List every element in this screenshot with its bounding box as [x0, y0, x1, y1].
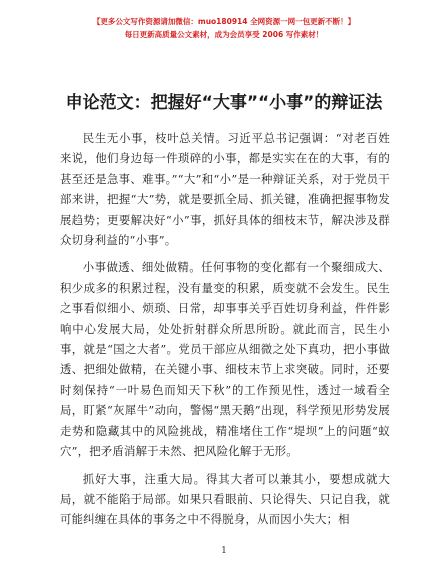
promo-banner-line2: 每日更新高质量公文素材，成为会员享受 2006 写作素材！ — [124, 30, 324, 39]
document-title: 申论范文：把握好“大事”“小事”的辩证法 — [65, 93, 383, 113]
page-number: 1 — [221, 546, 227, 556]
paragraph-1: 民生无小事，枝叶总关情。习近平总书记强调：“对老百姓来说，他们身边每一件琐碎的小事，都是实实在在的大事，有的甚至还是急事、难事。”“大”和“小”是一种辩证关系，对于党员干部来讲，把握“大”势，就是要抓全局、抓关键，准确把握事物发展趋势；更要解决好“小”事，抓好具体的细枝末节，解决涉及群众切身利益的“小事”。 — [60, 131, 390, 248]
paragraph-2: 小事做透、细处做精。任何事物的变化都有一个聚细成大、积少成多的积累过程，没有量变的积累，质变就不会发生。民生之事看似细小、烦琐、日常，却事事关乎百姓切身利益，件件影响中心发展大局，处处折射群众所思所盼。就此而言，民生小事，就是“国之大者”。党员干部应从细微之处下真功，把小事做透、把细处做精，在关键小事、细枝末节上求突破。同时，还要时刻保持“一叶易色而知天下秋”的工作预见性，透过一域看全局，盯紧“灰犀牛”动向，警惕“黑天鹅”出现，科学预见形势发展走势和隐藏其中的风险挑战，精准堵住工作“堤坝”上的问题“蚁穴”，把矛盾消解于未然、把风险化解于无形。 — [60, 260, 390, 459]
paragraph-3: 抓好大事，注重大局。得其大者可以兼其小，要想成就大局，就不能陷于局部。如果只看眼前、只论得失、只记自我，就可能纠缠在具体的事务之中不得脱身，从而因小失大；相 — [60, 471, 390, 527]
promo-banner-line1: 【更多公文写作资源请加微信：muo180914 全网资源一网一包更新不断！】 — [92, 17, 356, 26]
document-body — [60, 128, 390, 537]
